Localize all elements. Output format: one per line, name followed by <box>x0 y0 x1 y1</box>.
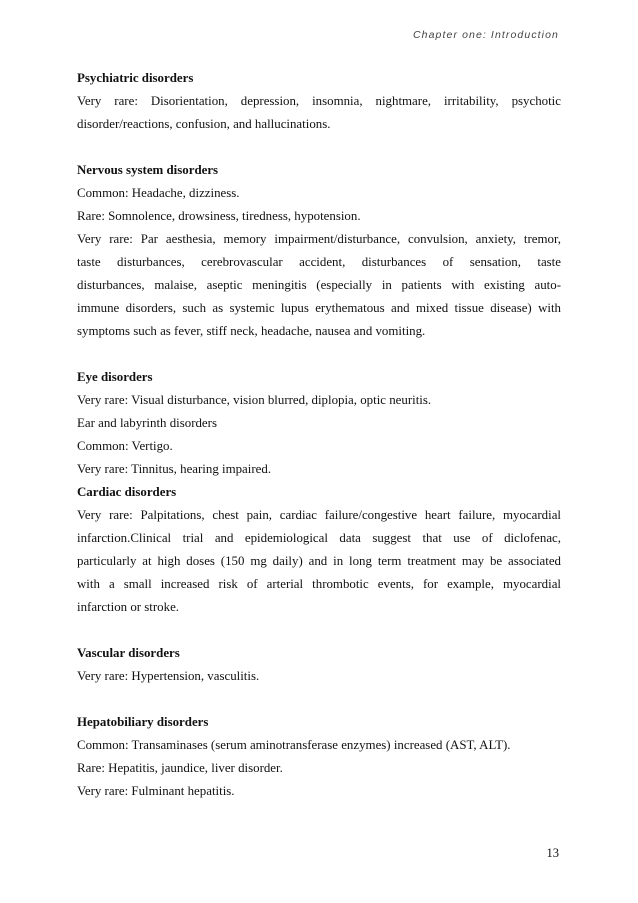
cardiac-line-1: Very rare: Palpitations, chest pain, cardiac failure/congestive heart failure, myocardial <box>77 508 561 522</box>
section-heading-vascular: Vascular disorders <box>77 646 180 660</box>
nervous-line-4: taste disturbances, cerebrovascular accident, disturbances of sensation, taste <box>77 255 561 269</box>
psychiatric-line-1: Very rare: Disorientation, depression, insomnia, nightmare, irritability, psychotic <box>77 94 561 108</box>
eye-line-1: Very rare: Visual disturbance, vision blurred, diplopia, optic neuritis. <box>77 393 432 407</box>
section-heading-cardiac: Cardiac disorders <box>77 485 177 499</box>
spacer <box>77 619 561 642</box>
nervous-line-1: Common: Headache, dizziness. <box>77 186 240 200</box>
section-heading-hepatobiliary: Hepatobiliary disorders <box>77 715 209 729</box>
page-body <box>77 67 561 803</box>
hepatobiliary-line-3: Very rare: Fulminant hepatitis. <box>77 784 235 798</box>
spacer <box>77 343 561 366</box>
section-heading-nervous: Nervous system disorders <box>77 163 219 177</box>
nervous-line-7: symptoms such as fever, stiff neck, headache, nausea and vomiting. <box>77 324 426 338</box>
cardiac-line-4: with a small increased risk of arterial thrombotic events, for example, myocardial <box>77 577 561 591</box>
section-heading-eye: Eye disorders <box>77 370 153 384</box>
spacer <box>77 688 561 711</box>
section-heading-psychiatric: Psychiatric disorders <box>77 71 194 85</box>
nervous-line-5: disturbances, malaise, aseptic meningitis (especially in patients with existing auto- <box>77 278 561 292</box>
ear-line-1: Common: Vertigo. <box>77 439 173 453</box>
cardiac-line-2: infarction.Clinical trial and epidemiological data suggest that use of diclofenac, <box>77 531 561 545</box>
psychiatric-line-2: disorder/reactions, confusion, and hallucinations. <box>77 117 331 131</box>
cardiac-line-3: particularly at high doses (150 mg daily) and in long term treatment may be associated <box>77 554 561 568</box>
cardiac-line-5: infarction or stroke. <box>77 600 180 614</box>
ear-line-2: Very rare: Tinnitus, hearing impaired. <box>77 462 272 476</box>
ear-subheading: Ear and labyrinth disorders <box>77 416 217 430</box>
nervous-line-3: Very rare: Par aesthesia, memory impairment/disturbance, convulsion, anxiety, tremor, <box>77 232 561 246</box>
hepatobiliary-line-2: Rare: Hepatitis, jaundice, liver disorder. <box>77 761 283 775</box>
nervous-line-6: immune disorders, such as systemic lupus erythematous and mixed tissue disease) with <box>77 301 561 315</box>
running-header: Chapter one: Introduction <box>413 29 559 41</box>
page-number: 13 <box>546 846 559 860</box>
vascular-line-1: Very rare: Hypertension, vasculitis. <box>77 669 260 683</box>
nervous-line-2: Rare: Somnolence, drowsiness, tiredness, hypotension. <box>77 209 361 223</box>
hepatobiliary-line-1: Common: Transaminases (serum aminotransferase enzymes) increased (AST, ALT). <box>77 738 511 752</box>
spacer <box>77 136 561 159</box>
